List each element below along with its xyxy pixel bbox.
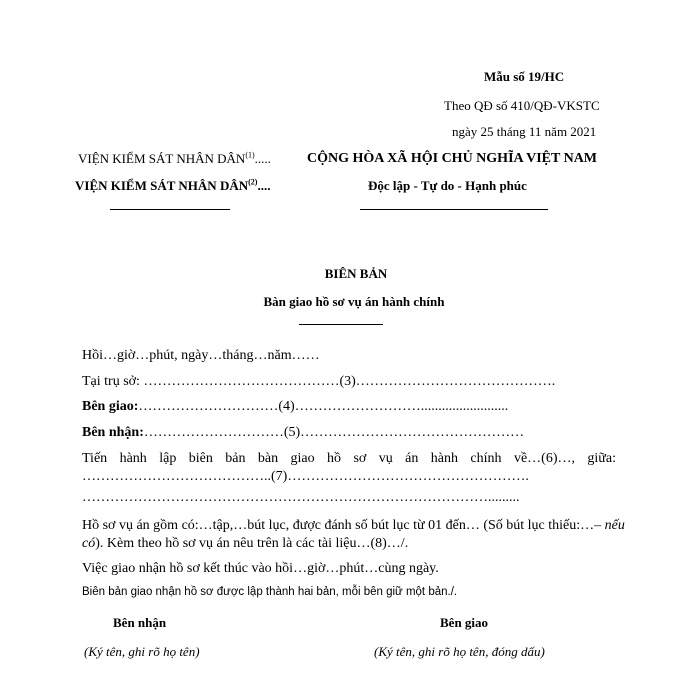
location-line: Tại trụ sở: ……………………………………(3)……………………………………. xyxy=(82,374,556,389)
receiver-blank: …………………………(5)………………………………………… xyxy=(143,425,525,440)
giver-label: Bên giao: xyxy=(82,399,139,414)
giver-signature-note: (Ký tên, ghi rõ họ tên, đóng dấu) xyxy=(374,644,545,659)
dossier-line-1-italic: nếu xyxy=(604,518,625,533)
dossier-line-1 xyxy=(82,518,625,534)
footnote-2: (2) xyxy=(248,177,258,187)
dossier-line-1-text: Hồ sơ vụ án gồm có:…tập,…bút lục, được đánh số bút lục từ 01 đến… (Số bút lục thiếu:…– xyxy=(82,518,605,533)
title-underline xyxy=(299,324,383,325)
motto-underline xyxy=(360,209,548,210)
agency-line2-dots: .... xyxy=(257,178,271,193)
country-name: CỘNG HÒA XÃ HỘI CHỦ NGHĨA VIỆT NAM xyxy=(307,151,598,166)
document-subtitle: Bàn giao hồ sơ vụ án hành chính xyxy=(263,294,445,309)
agency-line2-text: VIỆN KIỂM SÁT NHÂN DÂN xyxy=(75,178,249,193)
dossier-line-2-text: ). Kèm theo hồ sơ vụ án nêu trên là các tài liệu…(8)…/. xyxy=(95,536,409,551)
time-line: Hồi…giờ…phút, ngày…tháng…năm…… xyxy=(82,348,320,363)
form-date: ngày 25 tháng 11 năm 2021 xyxy=(452,124,597,139)
copies-line: Biên bản giao nhận hồ sơ được lập thành hai bản, mỗi bên giữ một bản./. xyxy=(82,586,458,598)
agency-line1-dots: ..... xyxy=(254,151,271,166)
dossier-line-2 xyxy=(82,536,408,552)
agency-line1-text: VIỆN KIỂM SÁT NHÂN DÂN xyxy=(78,151,246,166)
agency-name xyxy=(75,178,270,194)
proceed-line-2: …………………………………..(7)……………………………………………. xyxy=(82,469,529,484)
dossier-line-2-italic: có xyxy=(82,536,96,551)
receiver-signature-note: (Ký tên, ghi rõ họ tên) xyxy=(84,644,200,659)
giver-line xyxy=(82,399,508,415)
giver-blank: …………………………(4)………………………......................... xyxy=(138,399,509,414)
agency-underline xyxy=(110,209,230,210)
national-motto: Độc lập - Tự do - Hạnh phúc xyxy=(368,178,527,193)
end-line: Việc giao nhận hồ sơ kết thúc vào hồi…giờ…phút…cùng ngày. xyxy=(82,561,439,576)
document-title: BIÊN BẢN xyxy=(324,266,388,281)
footnote-1: (1) xyxy=(245,150,255,160)
giver-signature-title: Bên giao xyxy=(440,615,489,630)
form-number: Mẫu số 19/HC xyxy=(484,69,565,84)
receiver-label: Bên nhận: xyxy=(82,425,144,440)
decision-reference: Theo QĐ số 410/QĐ-VKSTC xyxy=(444,98,600,113)
receiver-signature-title: Bên nhận xyxy=(113,615,167,630)
proceed-line-3: ……………………………………………………………………………......... xyxy=(82,490,520,505)
agency-name-superior xyxy=(78,151,271,167)
proceed-line-1: Tiến hành lập biên bản bàn giao hồ sơ vụ án hành chính về…(6)…, giữa: xyxy=(82,451,616,466)
receiver-line xyxy=(82,425,524,441)
